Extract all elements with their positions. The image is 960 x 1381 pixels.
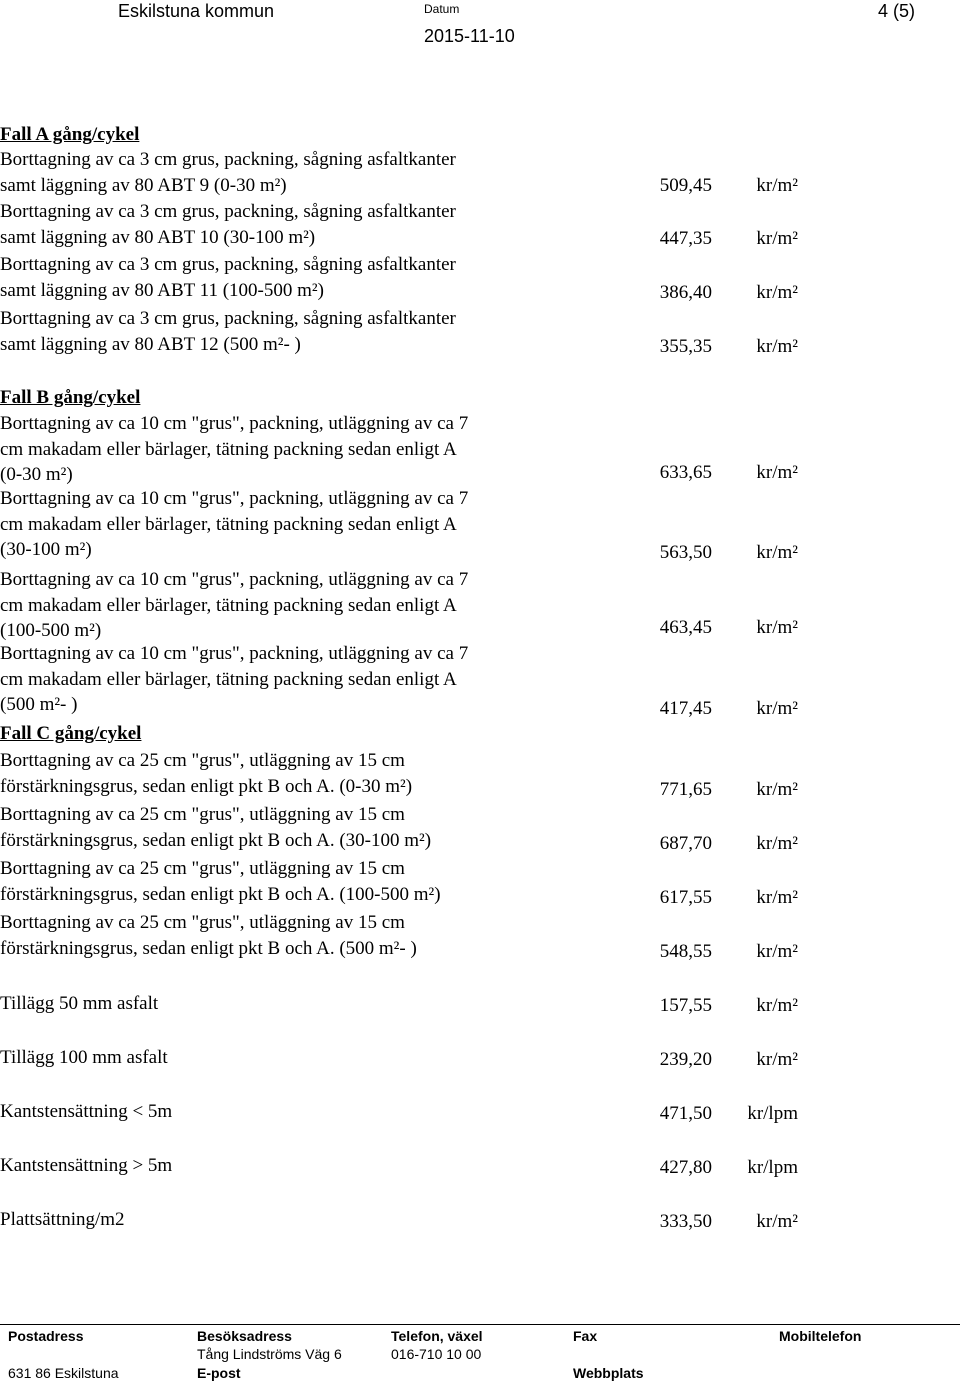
price-unit: kr/m² <box>756 887 798 908</box>
price-value: 687,70 <box>659 833 712 854</box>
extra-item-price: 333,50 <box>659 1211 712 1232</box>
price-unit: kr/m² <box>756 698 798 719</box>
price-row-description: Borttagning av ca 3 cm grus, packning, sågning asfaltkanter samt läggning av 80 ABT 10 (30-100 m²) <box>0 201 456 248</box>
footer-besoksadress-label: Besöksadress <box>197 1328 292 1344</box>
price-row-description: Borttagning av ca 25 cm "grus", utläggning av 15 cm förstärkningsgrus, sedan enligt pkt B och A. (100-500 m²) <box>0 858 441 905</box>
extra-item-unit: kr/m² <box>756 995 798 1016</box>
price-unit: kr/m² <box>756 282 798 303</box>
extra-item-price: 239,20 <box>659 1049 712 1070</box>
price-row-description: Borttagning av ca 3 cm grus, packning, sågning asfaltkanter samt läggning av 80 ABT 11 (100-500 m²) <box>0 254 456 301</box>
price-row-description: Borttagning av ca 3 cm grus, packning, sågning asfaltkanter samt läggning av 80 ABT 9 (0-30 m²) <box>0 149 456 196</box>
footer-besoksadress: Tång Lindströms Väg 6 <box>197 1346 342 1362</box>
price-row-description: Borttagning av ca 10 cm "grus", packning, utläggning av ca 7 cm makadam eller bärlager, tätning packning sedan enligt A (500 m²- ) <box>0 643 469 715</box>
extra-item-price: 157,55 <box>659 995 712 1016</box>
price-row-description: Borttagning av ca 10 cm "grus", packning, utläggning av ca 7 cm makadam eller bärlager, tätning packning sedan enligt A (0-30 m²) <box>0 413 469 485</box>
price-value: 417,45 <box>659 698 712 719</box>
extra-item-description: Tillägg 100 mm asfalt <box>0 1047 168 1068</box>
extra-item-description: Tillägg 50 mm asfalt <box>0 993 159 1014</box>
price-row-description: Borttagning av ca 10 cm "grus", packning, utläggning av ca 7 cm makadam eller bärlager, tätning packning sedan enligt A (100-500 m²) <box>0 569 469 641</box>
price-value: 563,50 <box>659 542 712 563</box>
price-value: 509,45 <box>659 175 712 196</box>
extra-item-price: 471,50 <box>659 1103 712 1124</box>
price-row-description: Borttagning av ca 3 cm grus, packning, sågning asfaltkanter samt läggning av 80 ABT 12 (500 m²- ) <box>0 308 456 355</box>
price-unit: kr/m² <box>756 941 798 962</box>
extra-item-unit: kr/m² <box>756 1049 798 1070</box>
price-value: 386,40 <box>659 282 712 303</box>
price-unit: kr/m² <box>756 833 798 854</box>
price-row-description: Borttagning av ca 25 cm "grus", utläggning av 15 cm förstärkningsgrus, sedan enligt pkt B och A. (500 m²- ) <box>0 912 417 959</box>
section-title-fall-c: Fall C gång/cykel <box>0 723 142 744</box>
price-unit: kr/m² <box>756 336 798 357</box>
price-row-description: Borttagning av ca 10 cm "grus", packning, utläggning av ca 7 cm makadam eller bärlager, tätning packning sedan enligt A (30-100 m²) <box>0 488 469 560</box>
footer-fax-label: Fax <box>573 1328 598 1344</box>
footer-divider <box>0 1324 960 1325</box>
footer-telefon: 016-710 10 00 <box>391 1346 482 1362</box>
extra-item-unit: kr/lpm <box>747 1157 798 1178</box>
price-unit: kr/m² <box>756 542 798 563</box>
price-value: 617,55 <box>659 887 712 908</box>
footer-webbplats-label: Webbplats <box>573 1365 644 1381</box>
price-unit: kr/m² <box>756 779 798 800</box>
organization-name: Eskilstuna kommun <box>118 1 275 21</box>
extra-item-unit: kr/m² <box>756 1211 798 1232</box>
price-row-description: Borttagning av ca 25 cm "grus", utläggning av 15 cm förstärkningsgrus, sedan enligt pkt B och A. (0-30 m²) <box>0 750 413 797</box>
price-unit: kr/m² <box>756 228 798 249</box>
price-value: 355,35 <box>659 336 712 357</box>
price-value: 548,55 <box>659 941 712 962</box>
footer-telefon-label: Telefon, växel <box>391 1328 483 1344</box>
section-title-fall-a: Fall A gång/cykel <box>0 124 140 145</box>
extra-item-description: Plattsättning/m2 <box>0 1209 125 1230</box>
extra-item-description: Kantstensättning > 5m <box>0 1155 173 1176</box>
page-number: 4 (5) <box>878 1 916 21</box>
price-unit: kr/m² <box>756 617 798 638</box>
price-value: 771,65 <box>659 779 712 800</box>
date-label: Datum <box>424 2 460 16</box>
footer-postadress-label: Postadress <box>8 1328 84 1344</box>
footer-postadress: 631 86 Eskilstuna <box>8 1365 119 1381</box>
footer-epost-label: E-post <box>197 1365 241 1381</box>
price-value: 447,35 <box>659 228 712 249</box>
price-value: 463,45 <box>659 617 712 638</box>
footer-mobil-label: Mobiltelefon <box>779 1328 862 1344</box>
price-unit: kr/m² <box>756 462 798 483</box>
extra-item-unit: kr/lpm <box>747 1103 798 1124</box>
section-title-fall-b: Fall B gång/cykel <box>0 387 141 408</box>
document-date: 2015-11-10 <box>424 26 515 46</box>
price-row-description: Borttagning av ca 25 cm "grus", utläggning av 15 cm förstärkningsgrus, sedan enligt pkt B och A. (30-100 m²) <box>0 804 432 851</box>
price-value: 633,65 <box>659 462 712 483</box>
price-unit: kr/m² <box>756 175 798 196</box>
extra-item-description: Kantstensättning < 5m <box>0 1101 173 1122</box>
extra-item-price: 427,80 <box>659 1157 712 1178</box>
